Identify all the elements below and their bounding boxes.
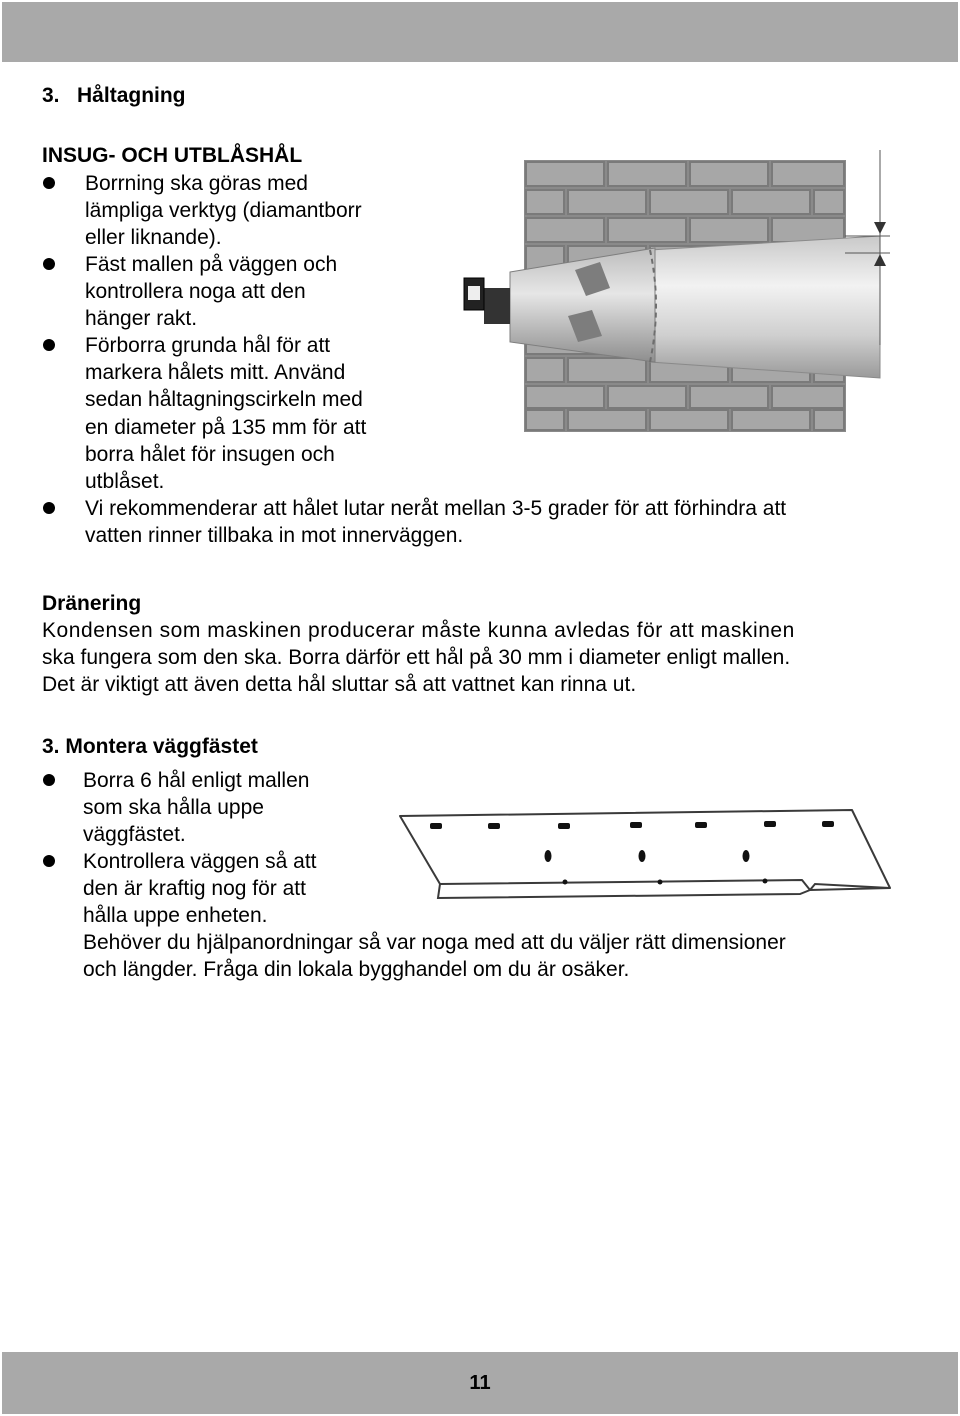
section-title: 3. Håltagning <box>42 84 186 107</box>
insug-bullet-3 <box>85 332 366 495</box>
text-line: väggfästet. <box>83 823 186 847</box>
bullet-dot <box>43 502 55 514</box>
montera-tail <box>83 929 786 983</box>
text-line: den är kraftig nog för att <box>83 877 306 901</box>
text-line: Det är viktigt att även detta hål sluttar så att vattnet kan rinna ut. <box>42 673 637 697</box>
text-line: hålla uppe enheten. <box>83 904 268 928</box>
pipe <box>650 236 880 378</box>
montera-heading: 3. Montera väggfästet <box>42 735 258 758</box>
page-number: 11 <box>469 1372 491 1394</box>
wall-bracket-illustration <box>390 788 900 918</box>
text-line: och längder. Fråga din lokala bygghandel om du är osäker. <box>83 958 630 982</box>
insug-bullet-4 <box>85 495 786 549</box>
text-line: borra hålet för insugen och <box>85 442 335 466</box>
text-line: Fäst mallen på väggen och <box>85 253 338 276</box>
bullet-dot <box>43 258 55 270</box>
drill-shank <box>484 288 510 324</box>
insug-bullet-1 <box>85 170 362 252</box>
text-line: utblåset. <box>85 470 165 494</box>
dranering-paragraph <box>42 617 795 699</box>
bullet-dot <box>43 339 55 351</box>
insug-heading: INSUG- OCH UTBLÅSHÅL <box>42 144 303 167</box>
dranering-heading: Dränering <box>42 592 142 615</box>
text-line: Kontrollera väggen så att <box>83 850 317 873</box>
text-line: lämpliga verktyg (diamantborr <box>85 199 362 223</box>
text-line: markera hålets mitt. Använd <box>85 361 346 385</box>
text-line: en diameter på 135 mm för att <box>85 415 367 439</box>
mounting-plate <box>400 810 890 890</box>
text-line: eller liknande). <box>85 226 222 250</box>
insug-bullet-2 <box>85 251 337 333</box>
text-line: hänger rakt. <box>85 307 198 331</box>
text-line: kontrollera noga att den <box>85 280 306 304</box>
montera-bullet-1 <box>83 767 309 849</box>
bullet-dot <box>43 774 55 786</box>
text-line: Behöver du hjälpanordningar så var noga med att du väljer rätt dimensioner <box>83 931 786 954</box>
text-line: Förborra grunda hål för att <box>85 334 331 357</box>
header-band <box>2 2 958 62</box>
text-line: Kondensen som maskinen producerar måste kunna avledas för att maskinen <box>42 619 795 642</box>
text-line: som ska hålla uppe <box>83 796 264 820</box>
text-line: vatten rinner tillbaka in mot innerväggen. <box>85 524 464 548</box>
text-line: Vi rekommenderar att hålet lutar neråt mellan 3-5 grader för att förhindra att <box>85 497 787 520</box>
bullet-dot <box>43 177 55 189</box>
bullet-dot <box>43 855 55 867</box>
text-line: ska fungera som den ska. Borra därför ett hål på 30 mm i diameter enligt mallen. <box>42 646 791 670</box>
text-line: Borra 6 hål enligt mallen <box>83 769 310 792</box>
wall-drill-illustration <box>450 140 890 445</box>
text-line: sedan håltagningscirkeln med <box>85 388 363 412</box>
montera-bullet-2 <box>83 848 316 930</box>
text-line: Borrning ska göras med <box>85 172 308 195</box>
